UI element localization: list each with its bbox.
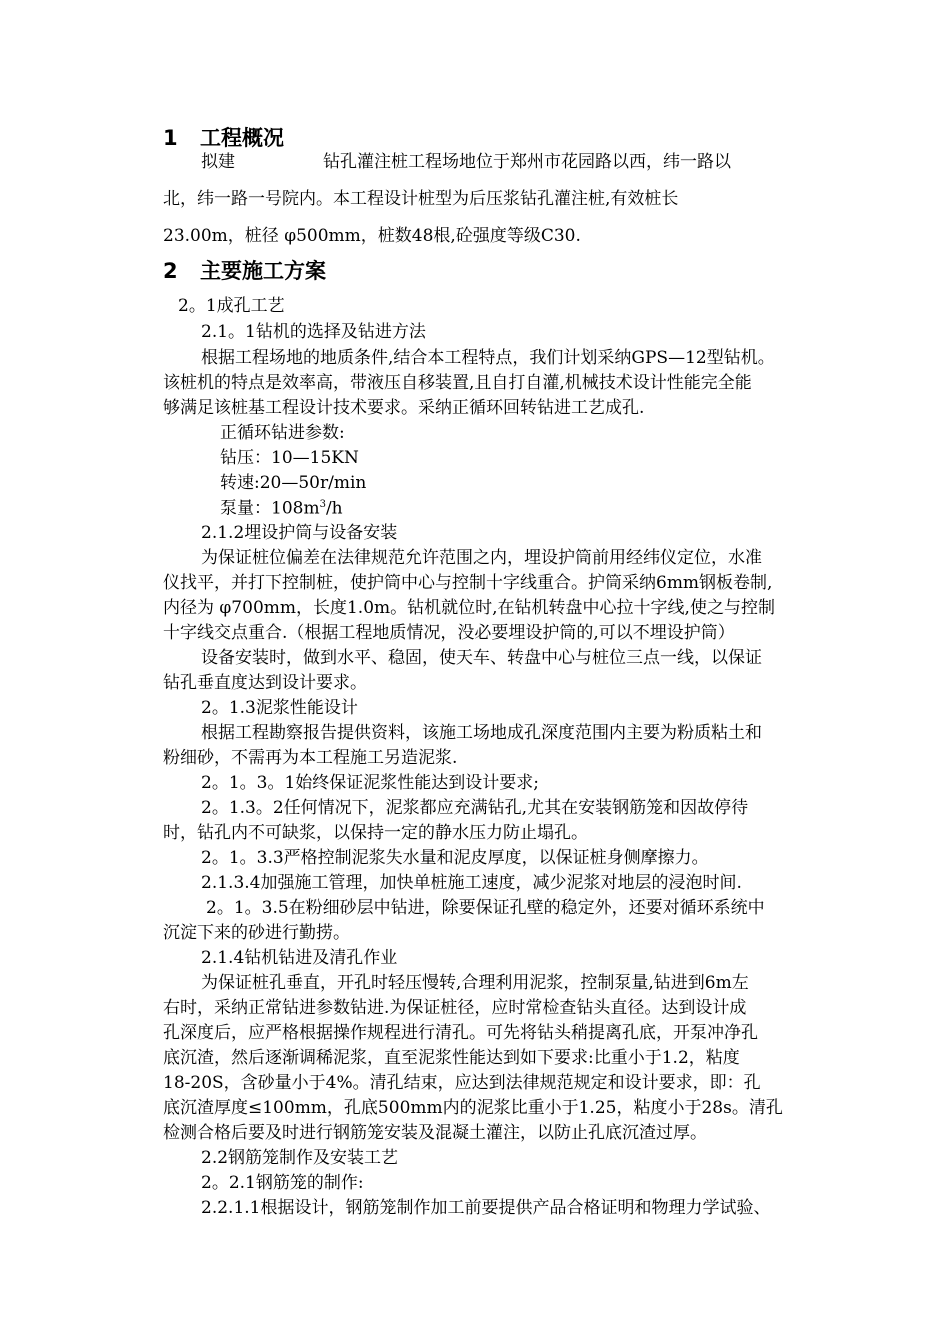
paragraph-line: 北，纬一路一号院内。本工程设计桩型为后压浆钻孔灌注桩,有效桩长 (163, 189, 679, 209)
list-item: 2。1。3。1始终保证泥浆性能达到设计要求; (201, 773, 539, 793)
subheading: 2。1.3泥浆性能设计 (201, 698, 358, 718)
paragraph-line: 底沉渣，然后逐渐调稀泥浆，直至泥浆性能达到如下要求:比重小于1.2，粘度 (163, 1048, 740, 1068)
subheading: 2.1.4钻机钻进及清孔作业 (201, 948, 398, 968)
paragraph-line (201, 154, 731, 171)
param-line: 转速:20—50r/min (220, 473, 367, 493)
section-heading-2 (163, 261, 326, 282)
param-line (220, 500, 343, 518)
list-item-continuation: 时，钻孔内不可缺浆，以保持一定的静水压力防止塌孔。 (163, 823, 588, 843)
text-run: 钻孔灌注桩工程场地位于郑州市花园路以西，纬一路以 (323, 152, 731, 172)
section-title: 工程概况 (200, 126, 284, 150)
list-item-continuation: 沉淀下来的砂进行勤捞。 (163, 923, 350, 943)
paragraph-line: 孔深度后，应严格根据操作规程进行清孔。可先将钻头稍提离孔底，开泵冲净孔 (163, 1023, 758, 1043)
subheading: 2.1.2埋设护筒与设备安装 (201, 523, 398, 543)
subheading: 2.1。1钻机的选择及钻进方法 (201, 322, 426, 342)
subheading: 2.2钢筋笼制作及安装工艺 (201, 1148, 399, 1168)
paragraph-line: 十字线交点重合.（根据工程地质情况，没必要埋设护筒的,可以不埋设护筒） (163, 623, 735, 643)
paragraph-line: 18-20S，含砂量小于4%。清孔结束，应达到法律规范规定和设计要求，即：孔 (163, 1073, 761, 1093)
paragraph-line: 右时，采纳正常钻进参数钻进.为保证桩径，应时常检查钻头直径。达到设计成 (163, 998, 747, 1018)
paragraph-line: 钻孔垂直度达到设计要求。 (163, 673, 367, 693)
paragraph-line: 检测合格后要及时进行钢筋笼安装及混凝土灌注，以防止孔底沉渣过厚。 (163, 1123, 707, 1143)
paragraph-line: 该桩机的特点是效率高，带液压自移装置,且自打自灌,机械技术设计性能完全能 (163, 373, 752, 393)
section-title: 主要施工方案 (200, 259, 326, 283)
paragraph-line: 为保证桩位偏差在法律规范允许范围之内，埋设护筒前用经纬仪定位，水准 (201, 548, 762, 568)
paragraph-line: 内径为 φ700mm，长度1.0m。钻机就位时,在钻机转盘中心拉十字线,使之与控制 (163, 598, 775, 618)
paragraph-line: 2.2.1.1根据设计，钢筋笼制作加工前要提供产品合格证明和物理力学试验、 (201, 1198, 771, 1218)
paragraph-line: 为保证桩孔垂直，开孔时轻压慢转,合理利用泥浆，控制泵量,钻进到6m左 (201, 973, 749, 993)
section-number: 2 (163, 259, 178, 283)
param-line: 钻压：10—15KN (220, 448, 359, 468)
paragraph-line: 够满足该桩基工程设计技术要求。采纳正循环回转钻进工艺成孔. (163, 398, 645, 418)
paragraph-line: 粉细砂，不需再为本工程施工另造泥浆. (163, 748, 458, 768)
section-number: 1 (163, 126, 178, 150)
list-item: 2。1。3.5在粉细砂层中钻进，除要保证孔壁的稳定外，还要对循环系统中 (206, 898, 765, 918)
paragraph-line: 根据工程场地的地质条件,结合本工程特点，我们计划采纳GPS—12型钻机。 (201, 348, 775, 368)
param-title: 正循环钻进参数: (220, 423, 345, 443)
superscript: 3 (319, 499, 326, 510)
text-run: 拟建 (201, 152, 235, 172)
paragraph-line: 23.00m，桩径 φ500mm，桩数48根,砼强度等级C30. (163, 226, 581, 246)
list-item: 2。1.3。2任何情况下，泥浆都应充满钻孔,尤其在安装钢筋笼和因故停待 (201, 798, 749, 818)
paragraph-line: 根据工程勘察报告提供资料，该施工场地成孔深度范围内主要为粉质粘土和 (201, 723, 762, 743)
paragraph-line: 底沉渣厚度≤100mm，孔底500mm内的泥浆比重小于1.25，粘度小于28s。清孔 (163, 1098, 783, 1118)
paragraph-line: 仪找平，并打下控制桩，使护筒中心与控制十字线重合。护筒采纳6mm钢板卷制, (163, 573, 773, 593)
subheading: 2。1成孔工艺 (178, 296, 285, 316)
text-run: 泵量：108m (220, 498, 320, 519)
list-item: 2。1。3.3严格控制泥浆失水量和泥皮厚度，以保证桩身侧摩擦力。 (201, 848, 709, 868)
paragraph-line: 设备安装时，做到水平、稳固，使天车、转盘中心与桩位三点一线，以保证 (201, 648, 762, 668)
section-heading-1 (163, 128, 284, 149)
subheading: 2。2.1钢筋笼的制作: (201, 1173, 364, 1193)
text-run: /h (325, 498, 343, 519)
list-item: 2.1.3.4加强施工管理，加快单桩施工速度，减少泥浆对地层的浸泡时间. (201, 873, 742, 893)
